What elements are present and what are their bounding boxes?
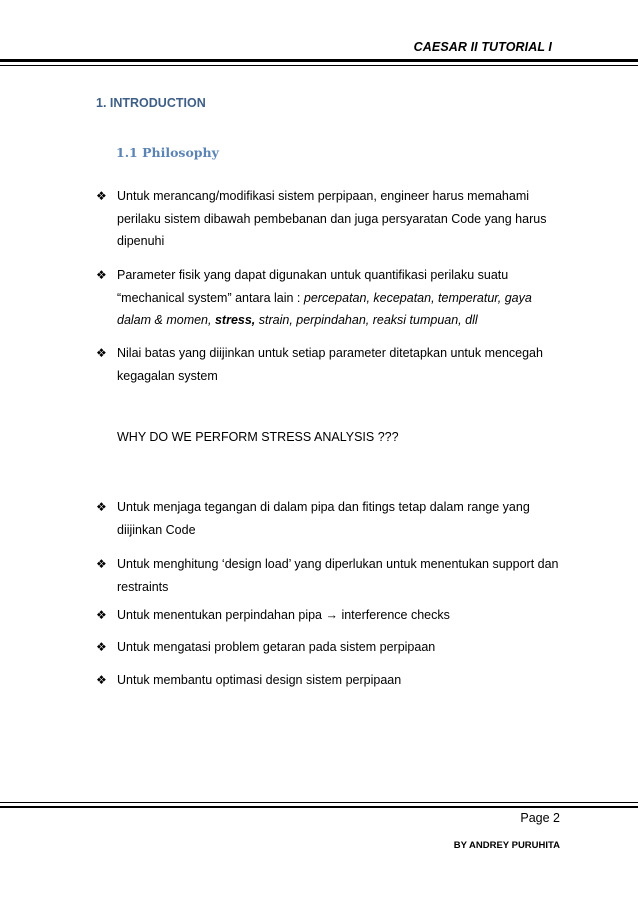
page-number: Page 2: [520, 811, 560, 825]
list-item-text-italic: strain, perpindahan, reaksi tumpuan, dll: [255, 313, 478, 327]
diamond-bullet-icon: ❖: [96, 608, 107, 622]
diamond-bullet-icon: ❖: [96, 557, 107, 571]
document-title: CAESAR II TUTORIAL I: [413, 40, 552, 54]
list-item-text: Untuk merancang/modifikasi sistem perpipaan, engineer harus memahami perilaku sistem dibawah pembebanan dan juga persyaratan Code yang harus dipenuhi: [117, 189, 547, 248]
question-heading: WHY DO WE PERFORM STRESS ANALYSIS ???: [117, 430, 399, 444]
list-item: [96, 669, 566, 692]
footer-author: BY ANDREY PURUHITA: [453, 840, 560, 851]
list-item-text: Untuk menjaga tegangan di dalam pipa dan fitings tetap dalam range yang diijinkan Code: [117, 500, 530, 537]
subsection-heading: 1.1 Philosophy: [116, 145, 219, 160]
list-item-text: Untuk mengatasi problem getaran pada sistem perpipaan: [117, 640, 436, 654]
list-item-text: Nilai batas yang diijinkan untuk setiap parameter ditetapkan untuk mencegah kegagalan system: [117, 346, 543, 383]
list-item-text: [117, 264, 566, 332]
diamond-bullet-icon: ❖: [96, 268, 107, 282]
list-item-text: Untuk menentukan perpindahan pipa → interference checks: [117, 608, 450, 622]
list-item: [96, 553, 566, 598]
list-item-text-bold-italic: stress,: [214, 313, 256, 327]
header-rule-thick: [0, 59, 638, 62]
list-item: [96, 342, 566, 387]
footer-rule-thin: [0, 802, 638, 803]
diamond-bullet-icon: ❖: [96, 640, 107, 654]
list-item: [96, 604, 566, 627]
list-item: [96, 496, 566, 541]
list-item-text-italic: percepatan, kecepatan, temperatur, gaya dalam & momen,: [117, 290, 532, 327]
diamond-bullet-icon: ❖: [96, 346, 107, 360]
list-item: [96, 264, 566, 332]
footer-rule-thick: [0, 806, 638, 808]
list-item-text: Untuk menghitung ‘design load’ yang diperlukan untuk menentukan support dan restraints: [117, 557, 559, 594]
section-heading: 1. INTRODUCTION: [96, 96, 206, 110]
diamond-bullet-icon: ❖: [96, 673, 107, 687]
diamond-bullet-icon: ❖: [96, 189, 107, 203]
list-item-text-plain: Parameter fisik yang dapat digunakan untuk quantifikasi perilaku suatu “mechanical system” antara lain :: [117, 268, 509, 305]
header-rule-thin: [0, 65, 638, 66]
diamond-bullet-icon: ❖: [96, 500, 107, 514]
list-item: [96, 185, 566, 253]
list-item-text: Untuk membantu optimasi design sistem perpipaan: [117, 673, 402, 687]
list-item: [96, 636, 566, 659]
